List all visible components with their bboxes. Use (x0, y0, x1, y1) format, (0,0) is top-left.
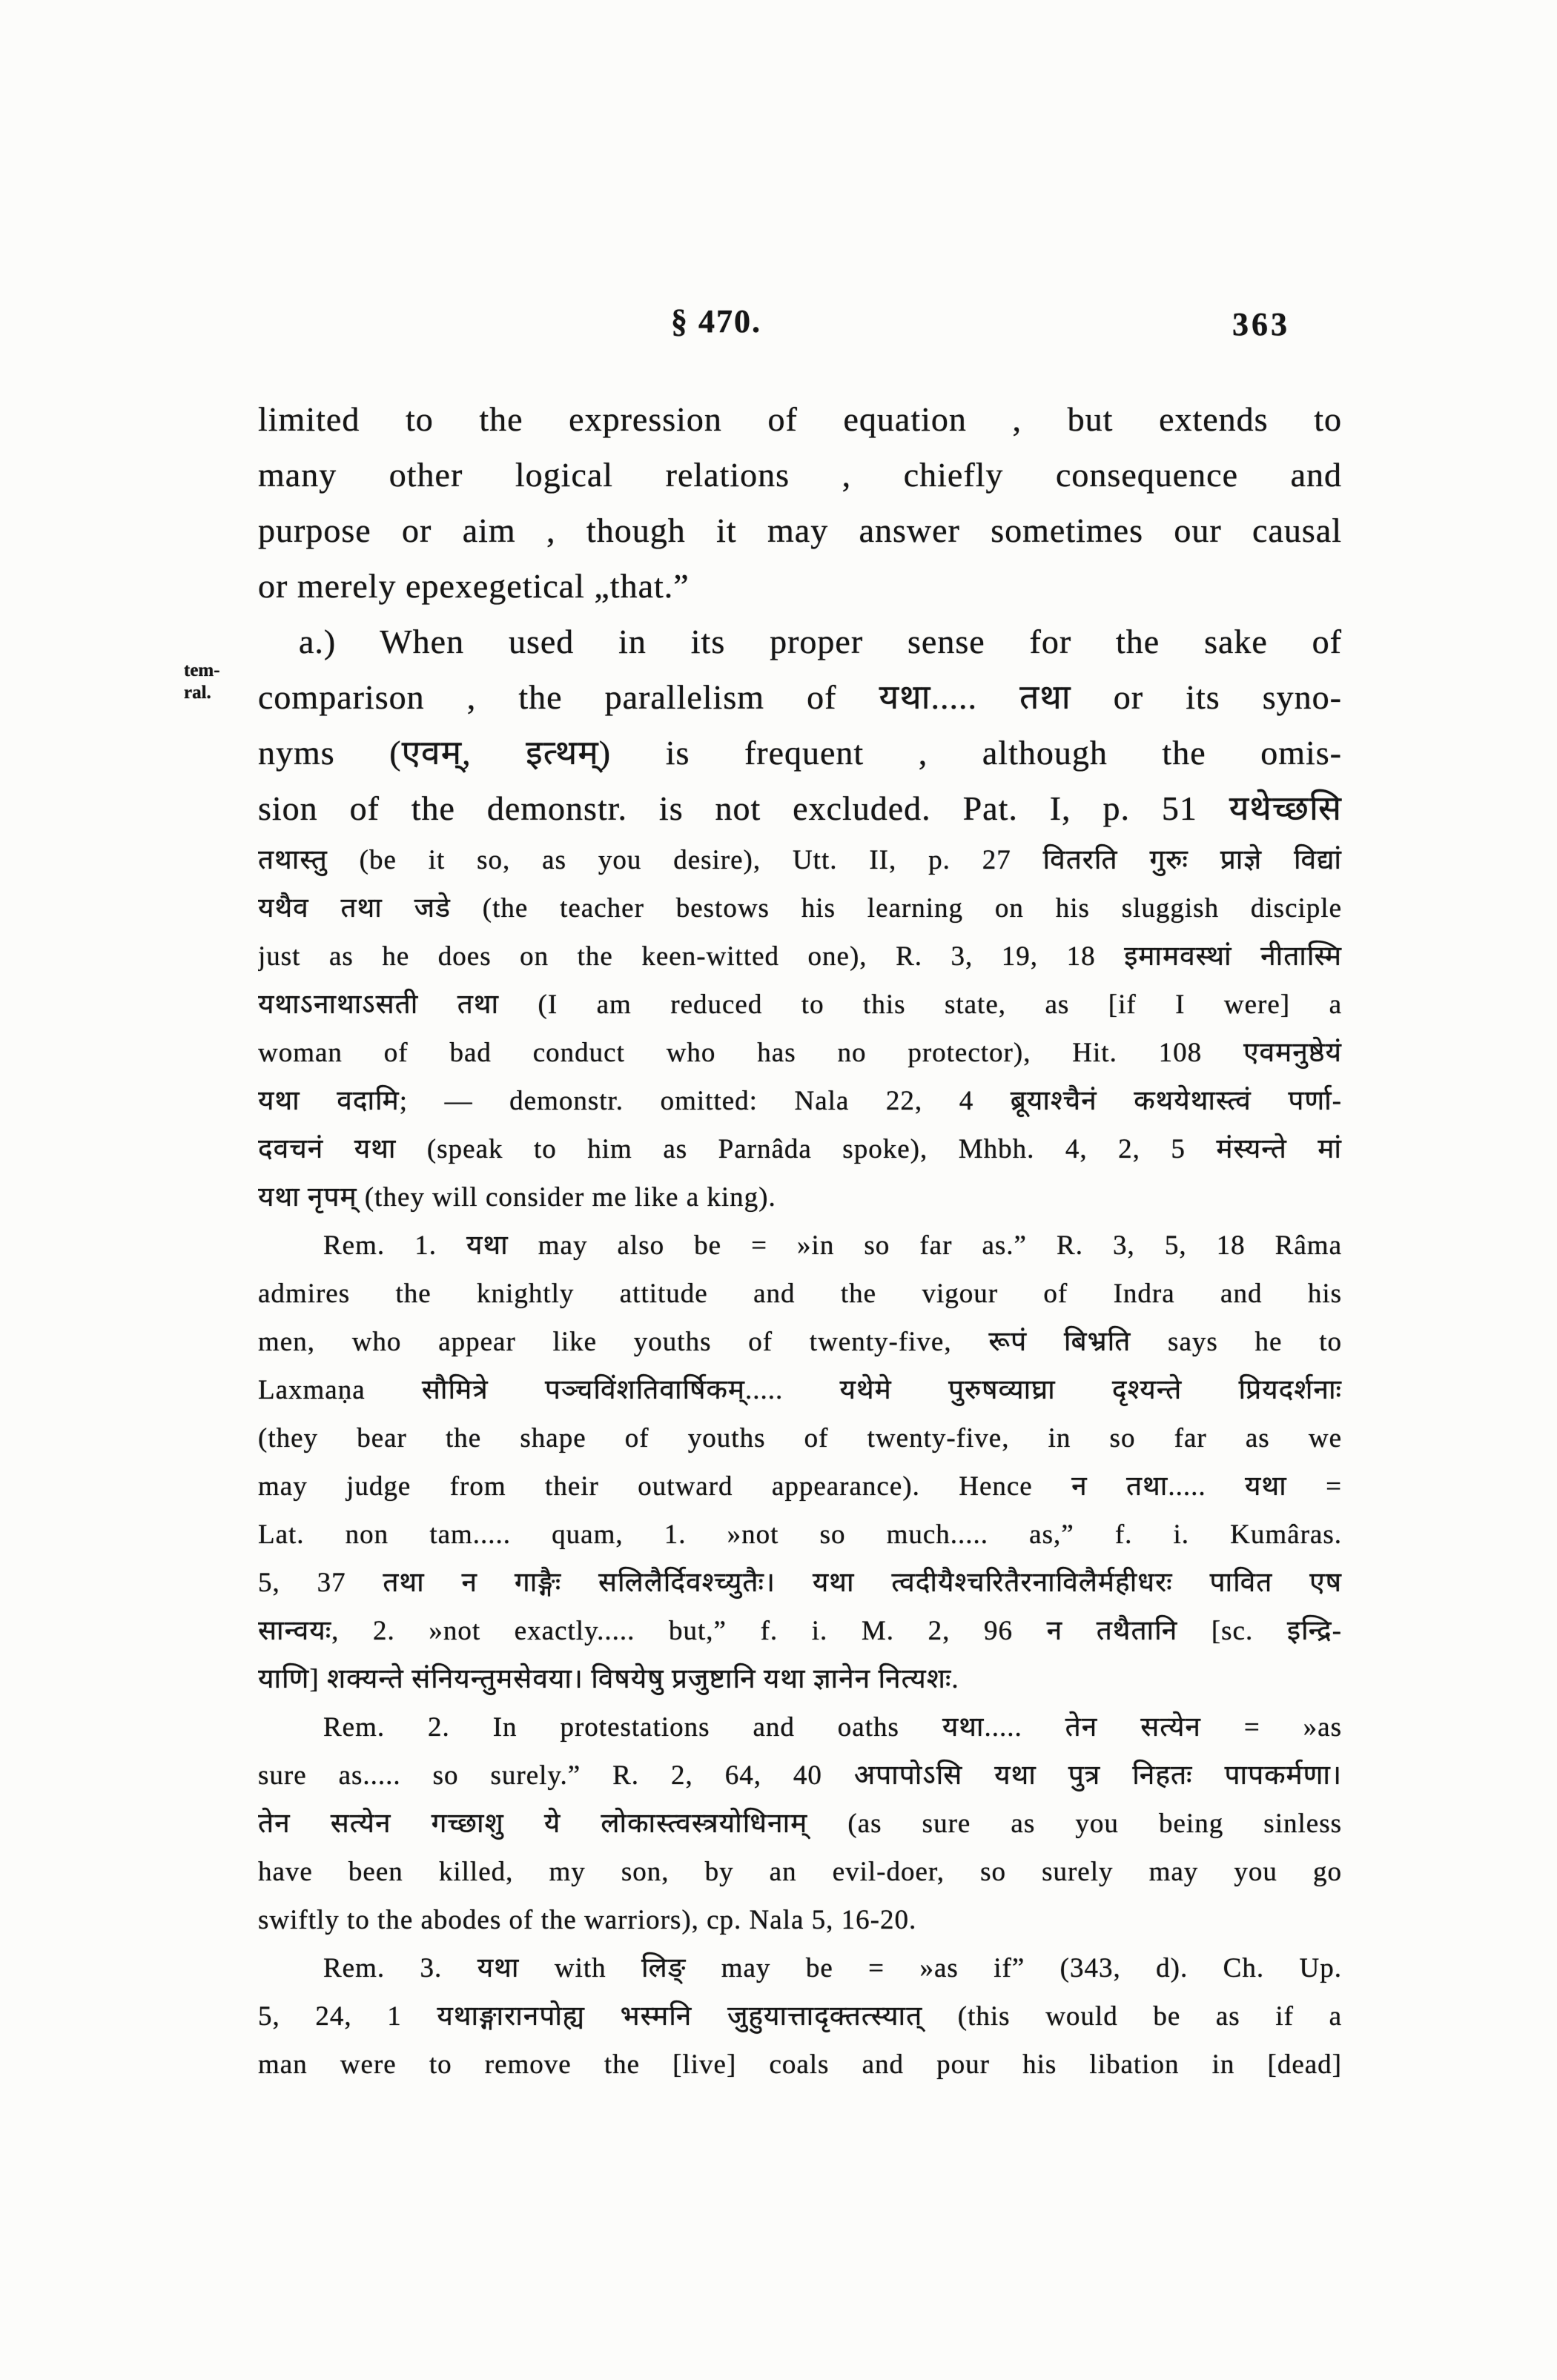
section-number: § 470. (671, 303, 761, 339)
margin-note-line: ral. (184, 683, 211, 703)
text-line: admires the knightly attitude and the vigour of Indra and his (258, 1279, 1342, 1309)
body-text (258, 391, 1342, 2089)
text-line: 5, 37 तथा न गाङ्गैः सलिलैर्दिवश्च्युतैः। यथा त्वदीयैश्चरितैरनाविलैर्महीधरः पावित एष (258, 1568, 1342, 1598)
text-line: सान्वयः, 2. »not exactly..... but,” f. i. M. 2, 96 न तथैतानि [sc. इन्द्रि- (258, 1616, 1342, 1646)
text-line: यथैव तथा जडे (the teacher bestows his learning on his sluggish disciple (258, 893, 1342, 924)
text-line: many other logical relations , chiefly consequence and (258, 456, 1342, 494)
text-line: limited to the expression of equation , but extends to (258, 400, 1342, 438)
text-line: तथास्तु (be it so, as you desire), Utt. II, p. 27 वितरति गुरुः प्राज्ञे विद्यां (258, 845, 1342, 875)
text-line: (they bear the shape of youths of twenty-five, in so far as we (258, 1423, 1342, 1453)
page-number: 363 (1232, 306, 1290, 342)
text-line: Laxmaṇa सौमित्रे पञ्चविंशतिवार्षिकम्..... यथेमे पुरुषव्याघ्रा दृश्यन्ते प्रियदर्शनाः (258, 1375, 1342, 1405)
text-line: Rem. 1. यथा may also be = »in so far as.” R. 3, 5, 18 Râma (323, 1230, 1342, 1261)
text-line: just as he does on the keen-witted one), R. 3, 19, 18 इमामवस्थां नीतास्मि (258, 941, 1342, 972)
text-line: दवचनं यथा (speak to him as Parnâda spoke), Mhbh. 4, 2, 5 मंस्यन्ते मां (258, 1134, 1342, 1164)
text-line: woman of bad conduct who has no protector), Hit. 108 एवमनुष्ठेयं (258, 1038, 1342, 1068)
text-line: 5, 24, 1 यथाङ्गारानपोह्य भस्मनि जुहुयात्तादृक्तत्स्यात् (this would be as if a (258, 2001, 1342, 2032)
text-line: or merely epexegetical „that.” (258, 567, 690, 605)
text-line: nyms (एवम्, इत्थम्) is frequent , although the omis- (258, 734, 1342, 772)
text-line: यथाऽनाथाऽसती तथा (I am reduced to this state, as [if I were] a (258, 990, 1342, 1020)
text-line: have been killed, my son, by an evil-doer, so surely may you go (258, 1857, 1342, 1887)
text-line: Rem. 3. यथा with लिङ् may be = »as if” (343, d). Ch. Up. (323, 1953, 1342, 1983)
text-line: Lat. non tam..... quam, 1. »not so much..... as,” f. i. Kumâras. (258, 1519, 1342, 1550)
margin-note-line: tem- (184, 660, 220, 680)
text-line: man were to remove the [live] coals and pour his libation in [dead] (258, 2049, 1342, 2080)
text-line: Rem. 2. In protestations and oaths यथा..... तेन सत्येन = »as (323, 1712, 1342, 1743)
text-line: comparison , the parallelism of यथा..... तथा or its syno- (258, 678, 1342, 716)
text-line: a.) When used in its proper sense for the sake of (299, 623, 1342, 660)
text-line: may judge from their outward appearance). Hence न तथा..... यथा = (258, 1471, 1342, 1502)
text-line: sure as..... so surely.” R. 2, 64, 40 अपापोऽसि यथा पुत्र निहतः पापकर्मणा। (258, 1760, 1342, 1791)
text-line: याणि] शक्यन्ते संनियन्तुमसेवया। विषयेषु प्रजुष्टानि यथा ज्ञानेन नित्यशः. (258, 1664, 959, 1694)
text-line: men, who appear like youths of twenty-five, रूपं बिभ्रति says he to (258, 1327, 1342, 1357)
text-line: purpose or aim , though it may answer sometimes our causal (258, 511, 1342, 549)
text-line: यथा नृपम् (they will consider me like a king). (258, 1182, 776, 1213)
text-line: sion of the demonstr. is not excluded. Pat. I, p. 51 यथेच्छसि (258, 789, 1342, 827)
text-line: swiftly to the abodes of the warriors), cp. Nala 5, 16-20. (258, 1905, 917, 1935)
margin-note (184, 660, 254, 704)
page-header (0, 302, 1557, 354)
text-line: तेन सत्येन गच्छाशु ये लोकास्त्वस्त्रयोधिनाम् (as sure as you being sinless (258, 1809, 1342, 1839)
text-line: यथा वदामि; — demonstr. omitted: Nala 22, 4 ब्रूयाश्चैनं कथयेथास्त्वं पर्णा- (258, 1086, 1342, 1116)
